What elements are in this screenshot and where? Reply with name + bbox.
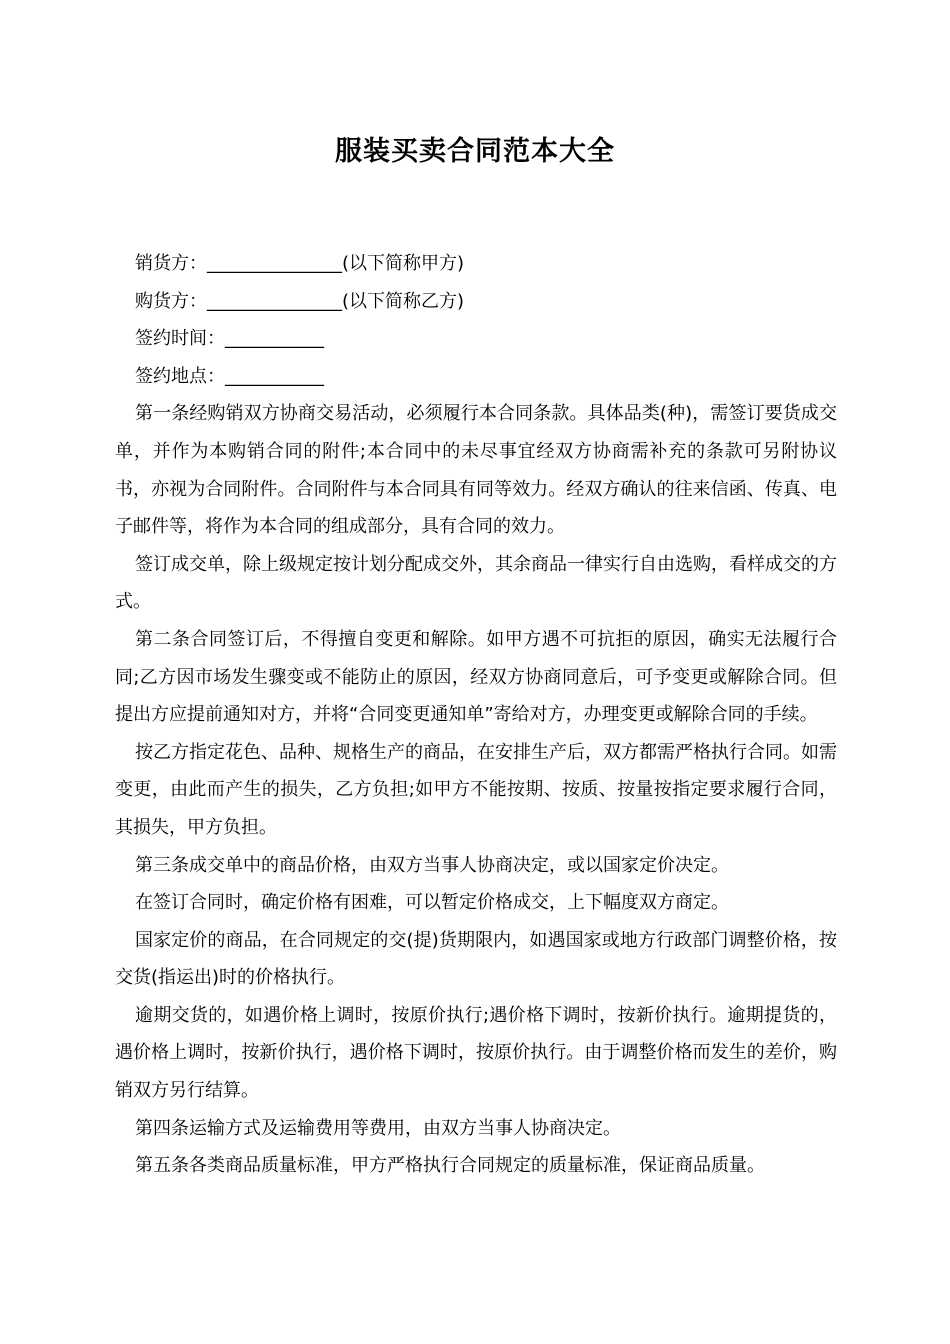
seller-line: 销货方：_______________(以下简称甲方) bbox=[135, 253, 465, 274]
order-form-paragraph: 签订成交单，除上级规定按计划分配成交外，其余商品一律实行自由选购，看样成交的方式。 bbox=[115, 553, 837, 613]
article-4-paragraph: 第四条运输方式及运输费用等费用，由双方当事人协商决定。 bbox=[135, 1117, 621, 1139]
signing-place-line: 签约地点：___________ bbox=[135, 365, 324, 387]
signing-time-line: 签约时间：___________ bbox=[135, 328, 324, 350]
custom-production-paragraph: 按乙方指定花色、品种、规格生产的商品，在安排生产后，双方都需严格执行合同。如需变更，由此而产生的损失，乙方负担;如甲方不能按期、按质、按量按指定要求履行合同，其损失，甲方负担。 bbox=[115, 741, 837, 838]
article-2-paragraph: 第二条合同签订后，不得擅自变更和解除。如甲方遇不可抗拒的原因，确实无法履行合同;乙方因市场发生骤变或不能防止的原因，经双方协商同意后，可予变更或解除合同。但提出方应提前通知对方，并将“合同变更通知单”寄给对方，办理变更或解除合同的手续。 bbox=[115, 628, 837, 726]
state-price-paragraph: 国家定价的商品，在合同规定的交(提)货期限内，如遇国家或地方行政部门调整价格，按交货(指运出)时的价格执行。 bbox=[115, 929, 837, 989]
article-1-paragraph: 第一条经购销双方协商交易活动，必须履行本合同条款。具体品类(种)，需签订要货成交单，并作为本购销合同的附件;本合同中的未尽事宜经双方协商需补充的条款可另附协议书，亦视为合同附件。合同附件与本合同具有同等效力。经双方确认的往来信函、传真、电子邮件等，将作为本合同的组成部分，具有合同的效力。 bbox=[115, 403, 837, 538]
overdue-delivery-paragraph: 逾期交货的，如遇价格上调时，按原价执行;遇价格下调时，按新价执行。逾期提货的，遇价格上调时，按新价执行，遇价格下调时，按原价执行。由于调整价格而发生的差价，购销双方另行结算。 bbox=[115, 1004, 837, 1102]
document-title: 服装买卖合同范本大全 bbox=[335, 136, 615, 167]
article-3-paragraph: 第三条成交单中的商品价格，由双方当事人协商决定，或以国家定价决定。 bbox=[135, 854, 729, 876]
document-body bbox=[115, 245, 837, 1185]
article-5-paragraph: 第五条各类商品质量标准，甲方严格执行合同规定的质量标准，保证商品质量。 bbox=[135, 1155, 765, 1177]
buyer-line: 购货方：_______________(以下简称乙方) bbox=[135, 290, 465, 312]
provisional-price-paragraph: 在签订合同时，确定价格有困难，可以暂定价格成交，上下幅度双方商定。 bbox=[135, 892, 729, 914]
